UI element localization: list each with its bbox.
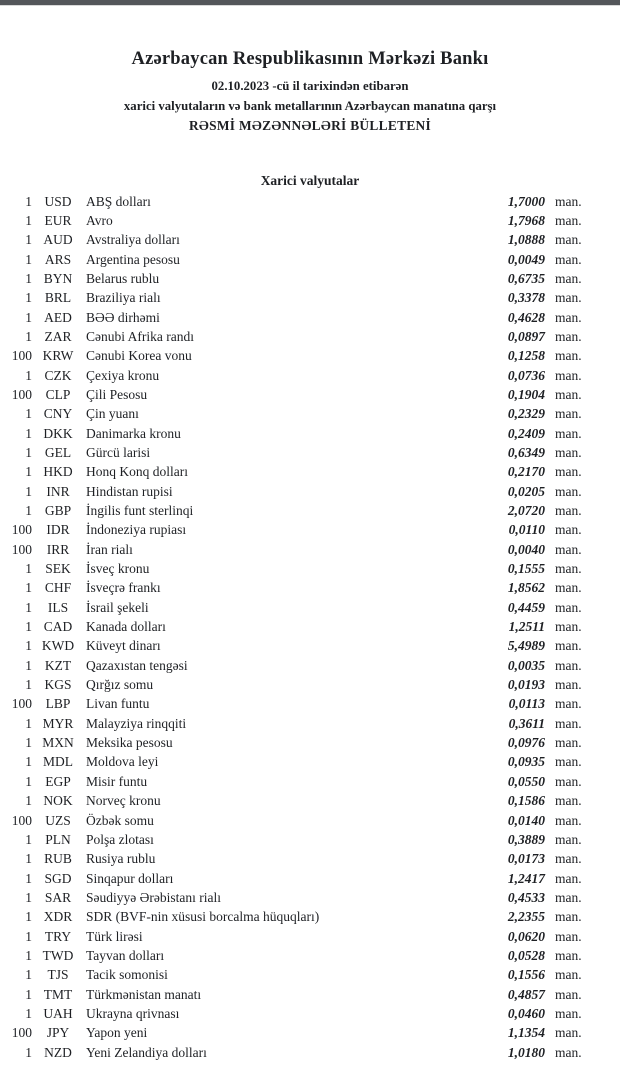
unit-cell: man. [555, 212, 582, 228]
unit-cell: man. [555, 348, 582, 364]
currency-row [0, 346, 583, 365]
rate-value-cell: 0,1258 [507, 348, 545, 364]
currency-row [0, 927, 583, 946]
currency-row [0, 965, 583, 984]
currency-row [0, 1004, 583, 1023]
currency-name-cell: Özbək somu [86, 812, 154, 828]
currency-code-cell: UZS [45, 812, 71, 828]
quantity-cell: 1 [25, 773, 32, 789]
currency-name-cell: ABŞ dolları [86, 193, 151, 209]
currency-code-cell: BYN [43, 270, 73, 286]
rate-value-cell: 0,0935 [507, 754, 545, 770]
unit-cell: man. [555, 580, 582, 596]
quantity-cell: 1 [25, 193, 32, 209]
currency-name-cell: Malayziya rinqqiti [86, 715, 187, 731]
quantity-cell: 1 [25, 580, 32, 596]
currency-row [0, 849, 583, 868]
currency-code-cell: PLN [45, 831, 71, 847]
quantity-cell: 1 [25, 599, 32, 615]
quantity-cell: 1 [25, 464, 32, 480]
unit-cell: man. [555, 638, 582, 654]
rate-value-cell: 0,1555 [507, 561, 545, 577]
currency-name-cell: Yeni Zelandiya dolları [86, 1044, 207, 1060]
currency-row [0, 482, 583, 501]
currency-name-cell: Misir funtu [86, 773, 148, 789]
currency-row [0, 443, 583, 462]
currency-row [0, 578, 583, 597]
quantity-cell: 100 [11, 696, 32, 712]
currency-row [0, 211, 583, 230]
currency-code-cell: ILS [47, 599, 69, 615]
currency-code-cell: ZAR [44, 328, 72, 344]
unit-cell: man. [555, 1025, 582, 1041]
quantity-cell: 1 [25, 619, 32, 635]
currency-name-cell: İsveç kronu [86, 561, 150, 577]
currency-code-cell: BRL [44, 290, 72, 306]
currency-row [0, 617, 583, 636]
currency-row [0, 385, 583, 404]
currency-code-cell: GEL [44, 444, 72, 460]
currency-row [0, 830, 583, 849]
rate-value-cell: 0,3889 [507, 831, 545, 847]
currency-row [0, 404, 583, 423]
currency-code-cell: ARS [44, 251, 72, 267]
unit-cell: man. [555, 735, 582, 751]
rate-value-cell: 2,0720 [507, 503, 545, 518]
currency-row [0, 791, 583, 810]
currency-code-cell: KZT [44, 657, 72, 673]
rate-value-cell: 1,7968 [507, 212, 545, 228]
unit-cell: man. [555, 522, 582, 538]
currency-code-cell: DKK [43, 425, 73, 441]
unit-cell: man. [555, 503, 582, 518]
unit-cell: man. [555, 909, 582, 925]
currency-name-cell: Argentina pesosu [86, 251, 180, 267]
currency-code-cell: TWD [42, 947, 74, 963]
currency-code-cell: KWD [41, 638, 75, 654]
rate-value-cell: 0,0976 [507, 735, 545, 751]
rate-value-cell: 0,0173 [507, 851, 545, 867]
quantity-cell: 100 [11, 386, 32, 402]
currency-name-cell: Meksika pesosu [86, 735, 173, 751]
currency-row [0, 327, 583, 346]
currency-code-cell: CHF [44, 580, 72, 596]
quantity-cell: 1 [25, 444, 32, 460]
unit-cell: man. [555, 425, 582, 441]
quantity-cell: 1 [25, 986, 32, 1002]
currency-code-cell: TMT [43, 986, 73, 1002]
rate-value-cell: 0,2329 [507, 406, 545, 422]
currency-code-cell: TJS [47, 967, 69, 983]
currency-row [0, 192, 583, 211]
rate-value-cell: 5,4989 [507, 638, 545, 654]
unit-cell: man. [555, 386, 582, 402]
rate-value-cell: 0,0193 [507, 677, 545, 693]
currency-code-cell: HKD [43, 464, 73, 480]
currency-code-cell: SGD [44, 870, 72, 886]
rate-value-cell: 0,4857 [507, 986, 545, 1002]
currency-code-cell: UAH [43, 1005, 73, 1021]
currency-name-cell: Avstraliya dolları [86, 232, 180, 248]
unit-cell: man. [555, 232, 582, 248]
currency-code-cell: CNY [43, 406, 73, 422]
rate-value-cell: 0,0620 [507, 928, 545, 944]
currency-name-cell: Qırğız somu [86, 677, 154, 693]
quantity-cell: 1 [25, 309, 32, 325]
rate-value-cell: 1,2511 [508, 619, 545, 635]
currency-name-cell: İndoneziya rupiası [86, 522, 187, 538]
currency-code-cell: NZD [44, 1044, 72, 1060]
currency-name-cell: Polşa zlotası [86, 831, 154, 847]
currency-name-cell: Sinqapur dolları [86, 870, 174, 886]
quantity-cell: 1 [25, 889, 32, 905]
currency-row [0, 656, 583, 675]
quantity-cell: 1 [25, 831, 32, 847]
currency-row [0, 985, 583, 1004]
currency-row [0, 501, 583, 520]
currency-name-cell: SDR (BVF-nin xüsusi borcalma hüquqları) [86, 909, 320, 925]
quantity-cell: 1 [25, 1044, 32, 1060]
currency-code-cell: GBP [44, 503, 72, 518]
currency-code-cell: MDL [43, 754, 73, 770]
unit-cell: man. [555, 270, 582, 286]
currency-row [0, 520, 583, 539]
effective-date-line: 02.10.2023 -cü il tarixindən etibarən [211, 79, 409, 93]
rate-value-cell: 0,0205 [507, 483, 545, 499]
currency-name-cell: BƏƏ dirhəmi [86, 309, 160, 325]
quantity-cell: 100 [11, 1025, 32, 1041]
currency-code-cell: TRY [44, 928, 72, 944]
rate-value-cell: 0,4628 [507, 309, 545, 325]
rate-value-cell: 0,1556 [507, 967, 545, 983]
currency-code-cell: AUD [43, 232, 73, 248]
unit-cell: man. [555, 928, 582, 944]
quantity-cell: 1 [25, 851, 32, 867]
currency-code-cell: RUB [44, 851, 72, 867]
quantity-cell: 1 [25, 483, 32, 499]
rate-value-cell: 0,0049 [507, 251, 545, 267]
rate-value-cell: 0,0040 [507, 541, 545, 557]
currency-row [0, 366, 583, 385]
rate-value-cell: 0,0110 [508, 522, 545, 538]
currency-row [0, 907, 583, 926]
currency-name-cell: Türkmənistan manatı [86, 986, 202, 1002]
unit-cell: man. [555, 251, 582, 267]
currency-code-cell: CZK [44, 367, 72, 383]
rate-value-cell: 1,0180 [507, 1044, 545, 1060]
rate-value-cell: 1,8562 [507, 580, 545, 596]
quantity-cell: 100 [11, 348, 32, 364]
currency-name-cell: Danimarka kronu [86, 425, 181, 441]
unit-cell: man. [555, 754, 582, 770]
unit-cell: man. [555, 619, 582, 635]
quantity-cell: 1 [25, 754, 32, 770]
rates-table [0, 192, 620, 1062]
quantity-cell: 1 [25, 232, 32, 248]
currency-name-cell: İsveçrə frankı [86, 580, 161, 596]
currency-row [0, 869, 583, 888]
quantity-cell: 1 [25, 715, 32, 731]
unit-cell: man. [555, 193, 582, 209]
unit-cell: man. [555, 986, 582, 1002]
quantity-cell: 1 [25, 290, 32, 306]
currency-name-cell: İngilis funt sterlinqi [86, 503, 194, 518]
currency-code-cell: JPY [46, 1025, 70, 1041]
currency-name-cell: İran rialı [86, 541, 133, 557]
unit-cell: man. [555, 793, 582, 809]
currency-name-cell: Küveyt dinarı [86, 638, 161, 654]
currency-row [0, 598, 583, 617]
unit-cell: man. [555, 657, 582, 673]
currency-row [0, 636, 583, 655]
quantity-cell: 1 [25, 909, 32, 925]
quantity-cell: 1 [25, 328, 32, 344]
quantity-cell: 1 [25, 212, 32, 228]
section-title: Xarici valyutalar [260, 172, 360, 188]
quantity-cell: 1 [25, 793, 32, 809]
currency-code-cell: KGS [44, 677, 72, 693]
currency-name-cell: Moldova leyi [86, 754, 159, 770]
rate-value-cell: 0,0035 [507, 657, 545, 673]
currency-name-cell: Kanada dolları [86, 619, 166, 635]
unit-cell: man. [555, 773, 582, 789]
unit-cell: man. [555, 367, 582, 383]
rate-value-cell: 2,2355 [507, 909, 545, 925]
unit-cell: man. [555, 328, 582, 344]
unit-cell: man. [555, 1044, 582, 1060]
rate-value-cell: 0,0897 [507, 328, 545, 344]
currency-code-cell: IDR [46, 522, 70, 538]
quantity-cell: 1 [25, 967, 32, 983]
quantity-cell: 1 [25, 870, 32, 886]
unit-cell: man. [555, 870, 582, 886]
rate-value-cell: 0,4459 [507, 599, 545, 615]
quantity-cell: 1 [25, 638, 32, 654]
currency-code-cell: EUR [44, 212, 72, 228]
currency-name-cell: Braziliya rialı [86, 290, 161, 306]
rate-value-cell: 0,0140 [507, 812, 545, 828]
currency-row [0, 424, 583, 443]
currency-code-cell: LBP [45, 696, 71, 712]
unit-cell: man. [555, 696, 582, 712]
currency-row [0, 1043, 583, 1062]
currency-name-cell: Türk lirəsi [86, 928, 143, 944]
currency-name-cell: Çili Pesosu [86, 386, 148, 402]
quantity-cell: 1 [25, 928, 32, 944]
currency-code-cell: AED [44, 309, 72, 325]
rate-value-cell: 0,0550 [507, 773, 545, 789]
currency-row [0, 733, 583, 752]
currency-code-cell: CAD [43, 619, 73, 635]
currency-name-cell: Avro [86, 212, 113, 228]
rate-value-cell: 0,6349 [507, 444, 545, 460]
currency-name-cell: Cənubi Afrika randı [86, 328, 194, 344]
currency-name-cell: Gürcü larisi [86, 444, 151, 460]
currency-row [0, 772, 583, 791]
rate-value-cell: 0,3611 [508, 715, 545, 731]
rate-value-cell: 0,0113 [508, 696, 545, 712]
rate-value-cell: 0,6735 [507, 270, 545, 286]
bank-title: Azərbaycan Respublikasının Mərkəzi Bankı [131, 49, 489, 69]
quantity-cell: 1 [25, 1005, 32, 1021]
rate-value-cell: 0,0528 [507, 947, 545, 963]
currency-name-cell: İsrail şekeli [86, 599, 149, 615]
currency-name-cell: Rusiya rublu [86, 851, 156, 867]
currency-row [0, 675, 583, 694]
quantity-cell: 1 [25, 503, 32, 518]
currency-code-cell: IRR [46, 541, 70, 557]
rate-value-cell: 0,2170 [507, 464, 545, 480]
currency-row [0, 230, 583, 249]
currency-code-cell: SAR [44, 889, 72, 905]
unit-cell: man. [555, 599, 582, 615]
unit-cell: man. [555, 947, 582, 963]
currency-name-cell: Norveç kronu [86, 793, 161, 809]
currency-name-cell: Səudiyyə Ərəbistanı rialı [86, 889, 221, 905]
unit-cell: man. [555, 541, 582, 557]
quantity-cell: 1 [25, 657, 32, 673]
unit-cell: man. [555, 715, 582, 731]
currency-code-cell: MYR [42, 715, 74, 731]
unit-cell: man. [555, 561, 582, 577]
currency-name-cell: Yapon yeni [86, 1025, 148, 1041]
quantity-cell: 100 [11, 541, 32, 557]
quantity-cell: 1 [25, 947, 32, 963]
currency-row [0, 250, 583, 269]
currency-name-cell: Tacik somonisi [86, 967, 168, 983]
rate-value-cell: 0,1904 [507, 386, 545, 402]
currency-name-cell: Çin yuanı [86, 406, 139, 422]
currency-row [0, 946, 583, 965]
currency-name-cell: Qazaxıstan tengəsi [86, 657, 188, 673]
quantity-cell: 100 [11, 812, 32, 828]
unit-cell: man. [555, 889, 582, 905]
currency-name-cell: Livan funtu [86, 696, 150, 712]
currency-name-cell: Tayvan dolları [86, 947, 165, 963]
currency-row [0, 308, 583, 327]
currency-row [0, 694, 583, 713]
bulletin-title: RƏSMİ MƏZƏNNƏLƏRİ BÜLLETENİ [188, 118, 432, 133]
quantity-cell: 1 [25, 270, 32, 286]
quantity-cell: 1 [25, 425, 32, 441]
currency-row [0, 559, 583, 578]
unit-cell: man. [555, 967, 582, 983]
unit-cell: man. [555, 309, 582, 325]
currency-row [0, 288, 583, 307]
unit-cell: man. [555, 677, 582, 693]
currency-code-cell: KRW [42, 348, 74, 364]
currency-name-cell: Cənubi Korea vonu [86, 348, 192, 364]
bulletin-header [0, 6, 620, 136]
currency-code-cell: XDR [43, 909, 73, 925]
subtitle-line: xarici valyutaların və bank metallarının Azərbaycan manatına qarşı [123, 98, 497, 113]
unit-cell: man. [555, 1005, 582, 1021]
quantity-cell: 1 [25, 735, 32, 751]
rate-value-cell: 0,4533 [507, 889, 545, 905]
rate-value-cell: 1,1354 [507, 1025, 545, 1041]
currency-code-cell: MXN [42, 735, 74, 751]
rate-value-cell: 0,2409 [507, 425, 545, 441]
unit-cell: man. [555, 812, 582, 828]
unit-cell: man. [555, 406, 582, 422]
currency-code-cell: CLP [45, 386, 71, 402]
rate-value-cell: 1,2417 [507, 870, 545, 886]
currency-code-cell: EGP [45, 773, 71, 789]
currency-row [0, 811, 583, 830]
rate-value-cell: 0,0460 [507, 1005, 545, 1021]
rate-value-cell: 0,3378 [507, 290, 545, 306]
currency-name-cell: Çexiya kronu [86, 367, 160, 383]
currency-name-cell: Ukrayna qrivnası [86, 1005, 180, 1021]
rate-value-cell: 1,0888 [507, 232, 545, 248]
currency-row [0, 540, 583, 559]
quantity-cell: 1 [25, 251, 32, 267]
currency-row [0, 714, 583, 733]
quantity-cell: 1 [25, 406, 32, 422]
currency-name-cell: Honq Konq dolları [86, 464, 188, 480]
unit-cell: man. [555, 851, 582, 867]
currency-row [0, 269, 583, 288]
currency-name-cell: Belarus rublu [86, 270, 160, 286]
rate-value-cell: 0,1586 [507, 793, 545, 809]
quantity-cell: 1 [25, 367, 32, 383]
rate-value-cell: 0,0736 [507, 367, 545, 383]
currency-code-cell: INR [46, 483, 70, 499]
quantity-cell: 100 [11, 522, 32, 538]
currency-row [0, 888, 583, 907]
unit-cell: man. [555, 483, 582, 499]
quantity-cell: 1 [25, 677, 32, 693]
quantity-cell: 1 [25, 561, 32, 577]
rate-value-cell: 1,7000 [507, 193, 545, 209]
currency-code-cell: SEK [45, 561, 71, 577]
unit-cell: man. [555, 290, 582, 306]
unit-cell: man. [555, 831, 582, 847]
unit-cell: man. [555, 444, 582, 460]
currency-code-cell: NOK [43, 793, 73, 809]
currency-row [0, 752, 583, 771]
unit-cell: man. [555, 464, 582, 480]
currency-row [0, 462, 583, 481]
currency-row [0, 1023, 583, 1042]
currency-code-cell: USD [44, 193, 72, 209]
currency-name-cell: Hindistan rupisi [86, 483, 173, 499]
